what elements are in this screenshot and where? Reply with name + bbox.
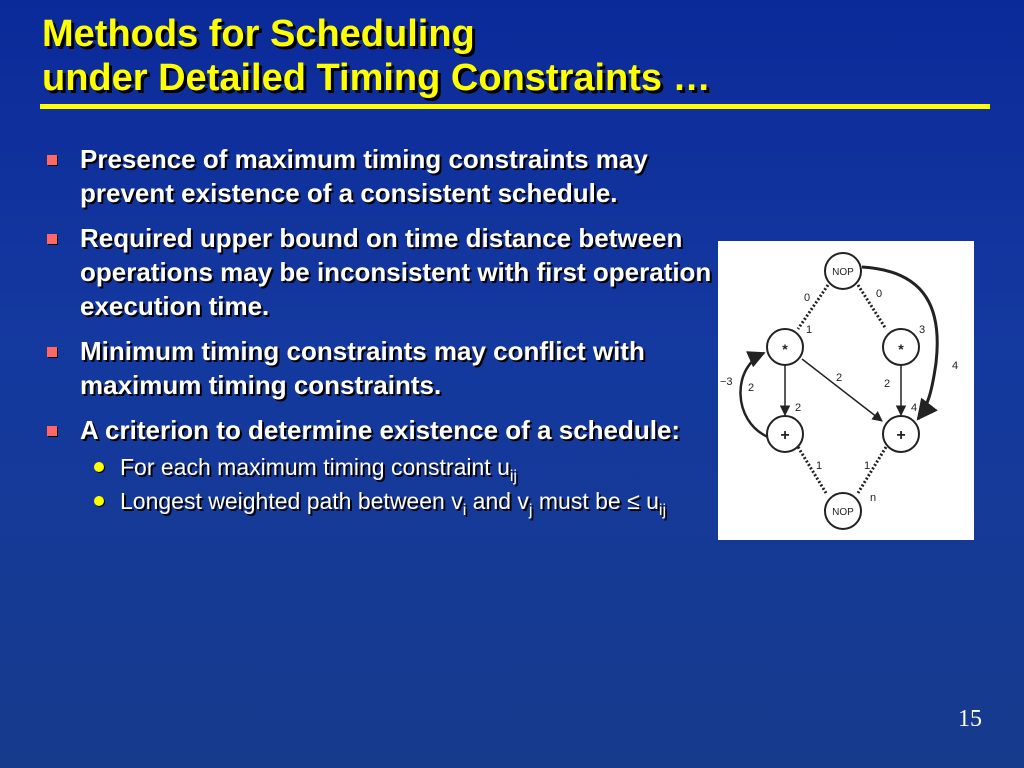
subscript: j [528, 502, 533, 519]
sub-bullet-text: Longest weighted path between v [120, 488, 463, 514]
edge-label: −3 [720, 376, 733, 388]
page-number: 15 [958, 706, 982, 732]
bullet-text: Minimum timing constraints may conflict with maximum timing constraints. [80, 336, 645, 400]
node-label-bottom: NOP [832, 507, 854, 518]
edge-mul-left-to-add-right [802, 359, 882, 421]
edge-label: 0 [876, 288, 883, 300]
bullet-item [44, 142, 716, 210]
subscript: ij [509, 468, 517, 485]
node-label-top: NOP [832, 267, 854, 278]
edge-label: 1 [816, 460, 823, 472]
sub-bullet-list [80, 453, 716, 519]
bullet-text: A criterion to determine existence of a schedule: [80, 415, 681, 445]
edge-add-left-to-mul-left-back [740, 353, 768, 437]
sub-bullet-text: and v [466, 488, 529, 514]
sub-bullet-item [80, 453, 716, 485]
edge-label: 2 [795, 402, 802, 414]
edge-label: 2 [836, 372, 843, 384]
constraint-graph-svg [718, 241, 974, 540]
slide-title [42, 12, 711, 100]
subscript: i [462, 502, 467, 519]
dashed-edges [798, 285, 886, 493]
node-label-mul-left: * [782, 341, 788, 357]
edge-label: 2 [884, 378, 891, 390]
title-underline [40, 104, 990, 109]
title-line-1: Methods for Scheduling [42, 13, 475, 55]
node-label-add-left: + [780, 427, 790, 444]
bullet-text: Presence of maximum timing constraints may prevent existence of a consistent schedule. [80, 144, 648, 208]
sub-bullet-text: must be ≤ u [532, 488, 659, 514]
constraint-graph-diagram [718, 241, 974, 540]
node-label-add-right: + [896, 427, 906, 444]
square-bullet-icon [47, 155, 57, 165]
sub-bullet-item [80, 487, 716, 519]
square-bullet-icon [47, 426, 57, 436]
bullet-item [44, 334, 716, 402]
bullet-text: Required upper bound on time distance between operations may be inconsistent with first operation execution time. [80, 223, 712, 321]
edge-top-to-mul-left [798, 285, 828, 329]
title-line-2: under Detailed Timing Constraints … [42, 57, 711, 99]
node-label-mul-right: * [898, 341, 904, 357]
edge-label: 1 [806, 324, 813, 336]
edge-label: 2 [748, 382, 755, 394]
node-labels [780, 267, 905, 518]
bullet-item [44, 221, 716, 323]
edge-label: 4 [952, 360, 959, 372]
edge-add-right-to-bottom [858, 447, 886, 493]
edge-label: 4 [911, 402, 918, 414]
edge-label: 1 [864, 460, 871, 472]
dot-bullet-icon [94, 496, 104, 506]
edge-label: 0 [804, 292, 811, 304]
bullet-item [44, 413, 716, 519]
edge-label: 3 [919, 324, 926, 336]
square-bullet-icon [47, 234, 57, 244]
square-bullet-icon [47, 347, 57, 357]
edge-label: n [870, 492, 877, 504]
edge-labels [720, 288, 958, 504]
bullet-list [44, 142, 716, 526]
subscript: ij [658, 502, 666, 519]
sub-bullet-text: For each maximum timing constraint u [120, 454, 510, 480]
dot-bullet-icon [94, 462, 104, 472]
